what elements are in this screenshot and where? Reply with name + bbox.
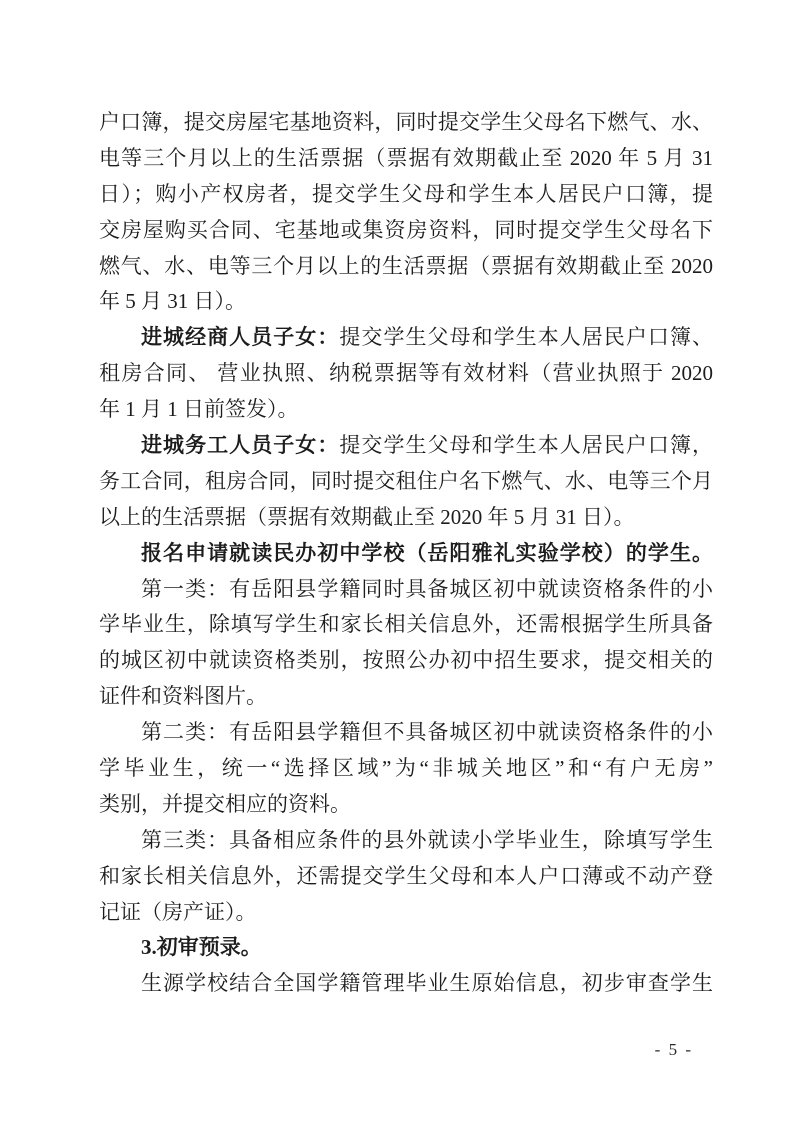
- text-run: 第二类：有岳阳县学籍但不具备城区初中就读资格条件的小: [141, 720, 713, 745]
- text-line: [99, 249, 713, 285]
- bold-run: 3.初审预录。: [141, 935, 262, 960]
- text-line: [99, 356, 713, 392]
- text-line: [99, 572, 713, 608]
- text-line: [99, 715, 713, 751]
- text-line: [99, 607, 713, 643]
- text-line: [99, 213, 713, 249]
- text-run: 年 5 月 31 日）。: [99, 289, 246, 314]
- text-run: 电等三个月以上的生活票据（票据有效期截止至 2020 年 5 月 31: [99, 145, 713, 170]
- text-line: [99, 105, 713, 141]
- section-heading: [99, 930, 713, 966]
- text-line: [99, 177, 713, 213]
- text-run: 交房屋购买合同、宅基地或集资房资料，同时提交学生父母名下: [99, 217, 713, 242]
- text-run: 户口簿，提交房屋宅基地资料，同时提交学生父母名下燃气、水、: [99, 110, 713, 134]
- text-line: [99, 966, 713, 1002]
- text-run: 学毕业生，统一“选择区域”为“非城关地区”和“有户无房”: [99, 756, 713, 781]
- text-line: [99, 643, 713, 679]
- bold-run: 进城经商人员子女：: [141, 325, 340, 350]
- text-line: [99, 751, 713, 787]
- text-line: [99, 500, 713, 536]
- text-run: 记证（房产证）。: [99, 899, 257, 924]
- text-run: 以上的生活票据（票据有效期截止至 2020 年 5 月 31 日）。: [99, 504, 635, 529]
- text-run: 提交学生父母和学生本人居民户口簿、: [339, 325, 713, 350]
- text-run: 年 1 月 1 日前签发）。: [99, 397, 299, 422]
- text-line: [99, 320, 713, 356]
- page-number: - 5 -: [654, 1040, 693, 1059]
- text-run: 第三类：具备相应条件的县外就读小学毕业生，除填写学生: [141, 827, 713, 852]
- text-line: [99, 536, 713, 572]
- text-line: [99, 428, 713, 464]
- text-run: 燃气、水、电等三个月以上的生活票据（票据有效期截止至 2020: [99, 253, 713, 278]
- text-run: 日）；购小产权房者，提交学生父母和学生本人居民户口簿，提: [99, 181, 713, 206]
- text-line: [99, 679, 713, 715]
- text-line: [99, 392, 713, 428]
- text-block: [99, 105, 713, 1002]
- text-line: [99, 859, 713, 895]
- text-run: 学毕业生，除填写学生和家长相关信息外，还需根据学生所具备: [99, 612, 713, 637]
- text-line: [99, 895, 713, 931]
- text-line: [99, 141, 713, 177]
- text-line: [99, 787, 713, 823]
- text-run: 的城区初中就读资格类别，按照公办初中招生要求，提交相关的: [99, 648, 713, 673]
- text-run: 务工合同，租房合同，同时提交租住户名下燃气、水、电等三个月: [99, 468, 713, 493]
- text-run: 租房合同、 营业执照、纳税票据等有效材料（营业执照于 2020: [99, 361, 713, 386]
- text-run: 类别，并提交相应的资料。: [99, 791, 351, 816]
- text-run: 和家长相关信息外，还需提交学生父母和本人户口薄或不动产登: [99, 863, 713, 888]
- text-line: [99, 823, 713, 859]
- text-run: 证件和资料图片。: [99, 684, 267, 709]
- text-line: [99, 284, 713, 320]
- bold-run: 进城务工人员子女：: [141, 433, 340, 458]
- text-run: 第一类：有岳阳县学籍同时具备城区初中就读资格条件的小: [141, 576, 713, 601]
- bold-run: 报名申请就读民办初中学校（岳阳雅礼实验学校）的学生。: [141, 540, 713, 565]
- text-run: 提交学生父母和学生本人居民户口簿，: [339, 433, 713, 458]
- text-run: 生源学校结合全国学籍管理毕业生原始信息，初步审查学生: [141, 971, 713, 996]
- text-line: [99, 464, 713, 500]
